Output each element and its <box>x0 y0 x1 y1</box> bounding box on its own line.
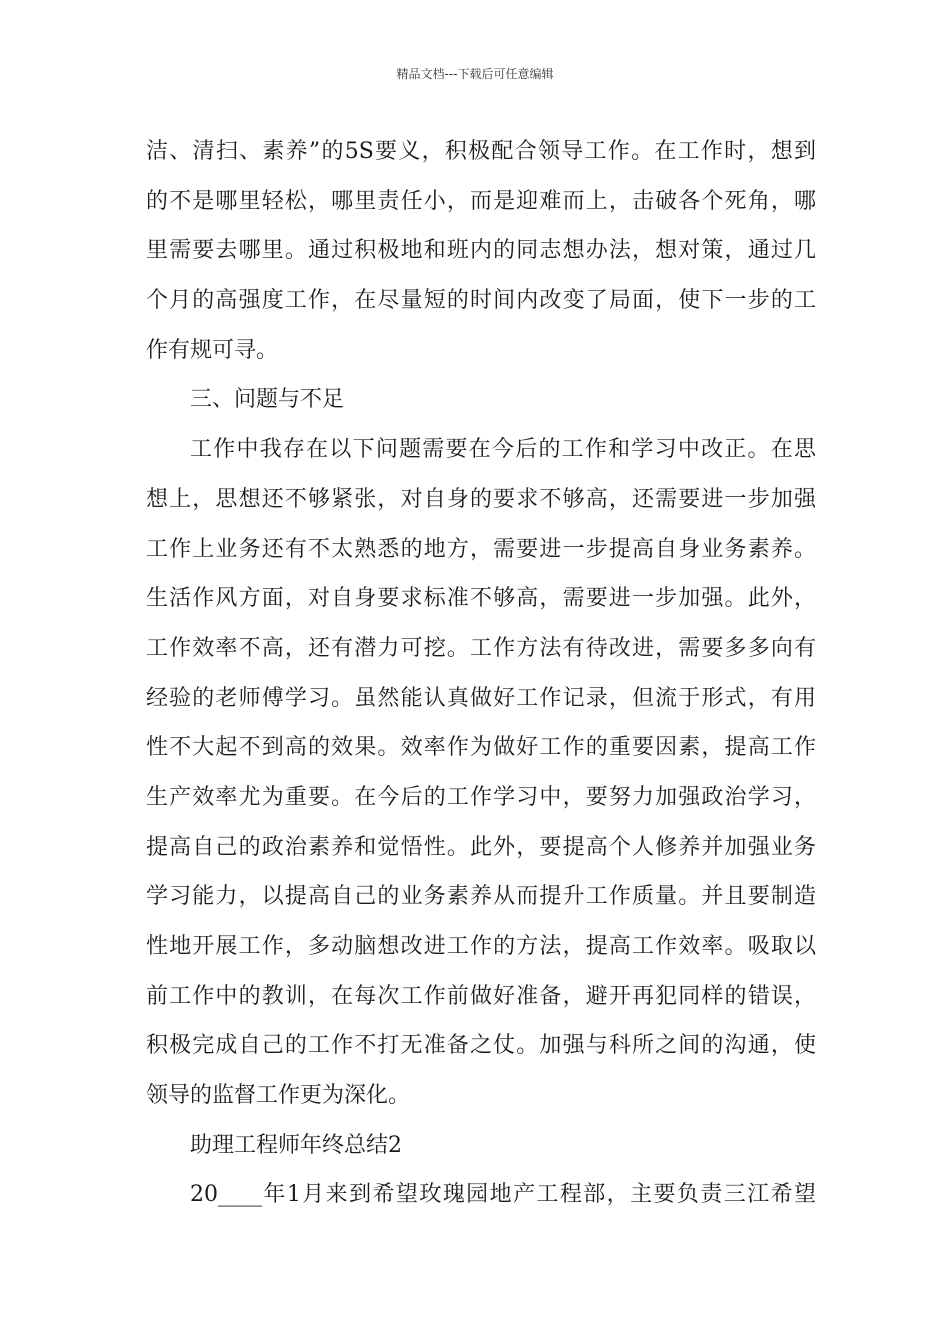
text-line: 积极完成自己的工作不打无准备之仗。加强与科所之间的沟通，使 <box>146 1033 816 1059</box>
document-body <box>146 127 816 1220</box>
text-line: 生产效率尤为重要。在今后的工作学习中，要努力加强政治学习， <box>146 784 816 810</box>
text-line: 的不是哪里轻松，哪里责任小，而是迎难而上，击破各个死角，哪 <box>146 188 816 214</box>
text-line: 提高自己的政治素养和觉悟性。此外，要提高个人修养并加强业务 <box>146 834 816 860</box>
text-line: 作有规可寻。 <box>146 337 279 363</box>
text-line: 前工作中的教训，在每次工作前做好准备，避开再犯同样的错误， <box>146 983 816 1009</box>
text-line: 工作上业务还有不太熟悉的地方，需要进一步提高自身业务素养。 <box>146 536 816 562</box>
text-line: 性地开展工作，多动脑想改进工作的方法，提高工作效率。吸取以 <box>146 934 816 959</box>
text-line: 想上，思想还不够紧张，对自身的要求不够高，还需要进一步加强 <box>146 486 816 512</box>
page-header: 精品文档---下载后可任意编辑 <box>396 67 554 81</box>
text-line: 领导的监督工作更为深化。 <box>146 1083 411 1109</box>
text-line: 20____年1月来到希望玫瑰园地产工程部，主要负责三江希望 <box>190 1182 816 1208</box>
text-line: 三、问题与不足 <box>190 387 345 413</box>
text-line: 性不大起不到高的效果。效率作为做好工作的重要因素，提高工作 <box>146 735 816 761</box>
text-line: 经验的老师傅学习。虽然能认真做好工作记录，但流于形式，有用 <box>146 685 816 711</box>
text-line: 助理工程师年终总结2 <box>190 1132 402 1158</box>
text-line: 洁、清扫、素养”的5S要义，积极配合领导工作。在工作时，想到 <box>146 139 816 164</box>
text-line: 学习能力，以提高自己的业务素养从而提升工作质量。并且要制造 <box>146 884 816 910</box>
text-line: 工作中我存在以下问题需要在今后的工作和学习中改正。在思 <box>190 437 816 463</box>
text-line: 里需要去哪里。通过积极地和班内的同志想办法，想对策，通过几 <box>146 238 816 264</box>
text-line: 个月的高强度工作，在尽量短的时间内改变了局面，使下一步的工 <box>146 288 816 314</box>
text-line: 生活作风方面，对自身要求标准不够高，需要进一步加强。此外， <box>146 586 816 612</box>
text-line: 工作效率不高，还有潜力可挖。工作方法有待改进，需要多多向有 <box>146 635 816 661</box>
